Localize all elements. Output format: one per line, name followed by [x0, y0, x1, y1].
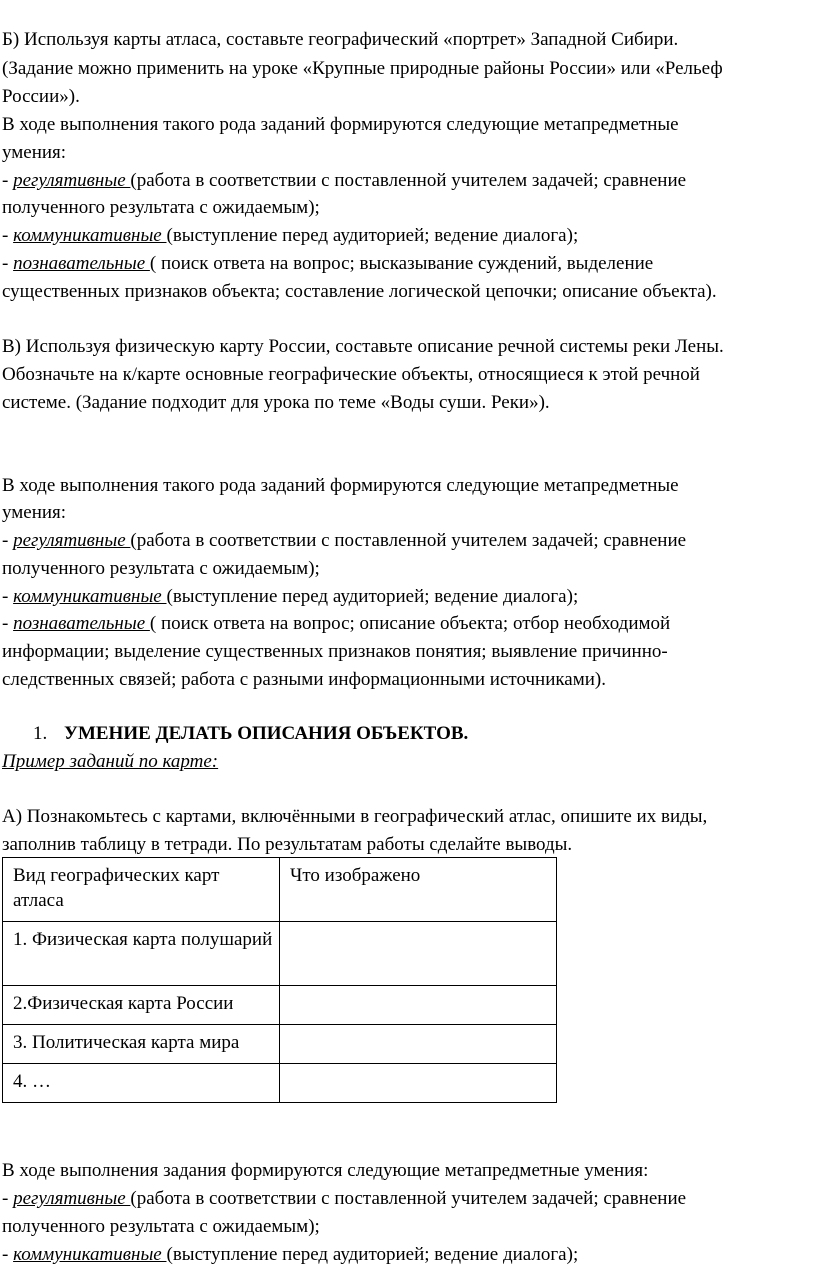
skill-cognitive-cont: существенных признаков объекта; составление логической цепочки; описание объекта).: [2, 281, 717, 302]
section-b-line-3: России»).: [2, 86, 80, 107]
skill-regulative-2: [2, 528, 686, 554]
skill-cognitive-2-cont-2: следственных связей; работа с разными информационными источниками).: [2, 669, 607, 690]
cognitive-text: ( поиск ответа на вопрос; высказывание суждений, выделение: [149, 253, 654, 274]
dash: -: [2, 1244, 14, 1265]
skill-communicative-2: [2, 584, 578, 610]
skill-regulative: [2, 168, 686, 194]
skills-intro-line-1: В ходе выполнения такого рода заданий формируются следующие метапредметные: [2, 114, 679, 135]
table-row: [3, 1025, 557, 1064]
label-communicative: коммуникативные: [13, 225, 167, 246]
section-v-line-3: системе. (Задание подходит для урока по теме «Воды суши. Реки»).: [2, 392, 550, 413]
label-cognitive: познавательные: [13, 253, 150, 274]
section-heading-title: УМЕНИЕ ДЕЛАТЬ ОПИСАНИЯ ОБЪЕКТОВ.: [64, 723, 469, 744]
dash: -: [2, 170, 14, 191]
label-regulative: регулятивные: [13, 170, 131, 191]
dash: -: [2, 586, 14, 607]
regulative-text: (работа в соответствии с поставленной учителем задачей; сравнение: [130, 530, 687, 551]
communicative-text: (выступление перед аудиторией; ведение диалога);: [166, 586, 579, 607]
dash: -: [2, 530, 14, 551]
skill-regulative-2-cont: полученного результата с ожидаемым);: [2, 558, 320, 579]
section-b-line-1: Б) Используя карты атласа, составьте географический «портрет» Западной Сибири.: [2, 29, 679, 50]
label-communicative: коммуникативные: [13, 586, 167, 607]
regulative-text: (работа в соответствии с поставленной учителем задачей; сравнение: [130, 170, 687, 191]
table-cell: 1. Физическая карта полушарий: [3, 922, 280, 986]
label-regulative: регулятивные: [13, 530, 131, 551]
table-row: [3, 986, 557, 1025]
table-header-cell: Вид географических карт атласа: [3, 858, 280, 922]
skills-final-intro: В ходе выполнения задания формируются следующие метапредметные умения:: [2, 1160, 649, 1181]
cognitive-text: ( поиск ответа на вопрос; описание объекта; отбор необходимой: [149, 613, 671, 634]
table-cell: [280, 986, 557, 1025]
skills-intro-2-line-1: В ходе выполнения такого рода заданий формируются следующие метапредметные: [2, 475, 679, 496]
section-heading-number: 1.: [33, 723, 48, 744]
table-cell: 4. …: [3, 1064, 280, 1103]
table-cell: 2.Физическая карта России: [3, 986, 280, 1025]
skill-regulative-3-cont: полученного результата с ожидаемым);: [2, 1216, 320, 1237]
dash: -: [2, 613, 14, 634]
map-types-table: [2, 857, 557, 1103]
table-header-cell: Что изображено: [280, 858, 557, 922]
skill-cognitive-2-cont-1: информации; выделение существенных признаков понятия; выявление причинно-: [2, 641, 668, 662]
table-header-row: [3, 858, 557, 922]
dash: -: [2, 225, 14, 246]
skills-intro-line-2: умения:: [2, 142, 67, 163]
communicative-text: (выступление перед аудиторией; ведение диалога);: [166, 225, 579, 246]
section-v-line-1: В) Используя физическую карту России, составьте описание речной системы реки Лены.: [2, 336, 724, 357]
skill-cognitive: [2, 251, 653, 277]
example-label: Пример заданий по карте:: [2, 751, 219, 772]
table-cell: [280, 1025, 557, 1064]
task-a-line-1: А) Познакомьтесь с картами, включёнными в географический атлас, опишите их виды,: [2, 806, 708, 827]
label-cognitive: познавательные: [13, 613, 150, 634]
skill-regulative-3: [2, 1186, 686, 1212]
communicative-text: (выступление перед аудиторией; ведение диалога);: [166, 1244, 579, 1265]
section-v-line-2: Обозначьте на к/карте основные географические объекты, относящиеся к этой речной: [2, 364, 700, 385]
label-regulative: регулятивные: [13, 1188, 131, 1209]
table-cell: [280, 1064, 557, 1103]
table-row: [3, 1064, 557, 1103]
skills-intro-2-line-2: умения:: [2, 502, 67, 523]
skill-cognitive-2: [2, 611, 670, 637]
table-row: [3, 922, 557, 986]
dash: -: [2, 1188, 14, 1209]
regulative-text: (работа в соответствии с поставленной учителем задачей; сравнение: [130, 1188, 687, 1209]
skill-regulative-cont: полученного результата с ожидаемым);: [2, 197, 320, 218]
task-a-line-2: заполнив таблицу в тетради. По результатам работы сделайте выводы.: [2, 834, 573, 855]
skill-communicative-3: [2, 1242, 578, 1268]
section-b-line-2: (Задание можно применить на уроке «Крупные природные районы России» или «Рельеф: [2, 58, 723, 79]
dash: -: [2, 253, 14, 274]
table-cell: [280, 922, 557, 986]
table-cell: 3. Политическая карта мира: [3, 1025, 280, 1064]
skill-communicative: [2, 223, 578, 249]
label-communicative: коммуникативные: [13, 1244, 167, 1265]
